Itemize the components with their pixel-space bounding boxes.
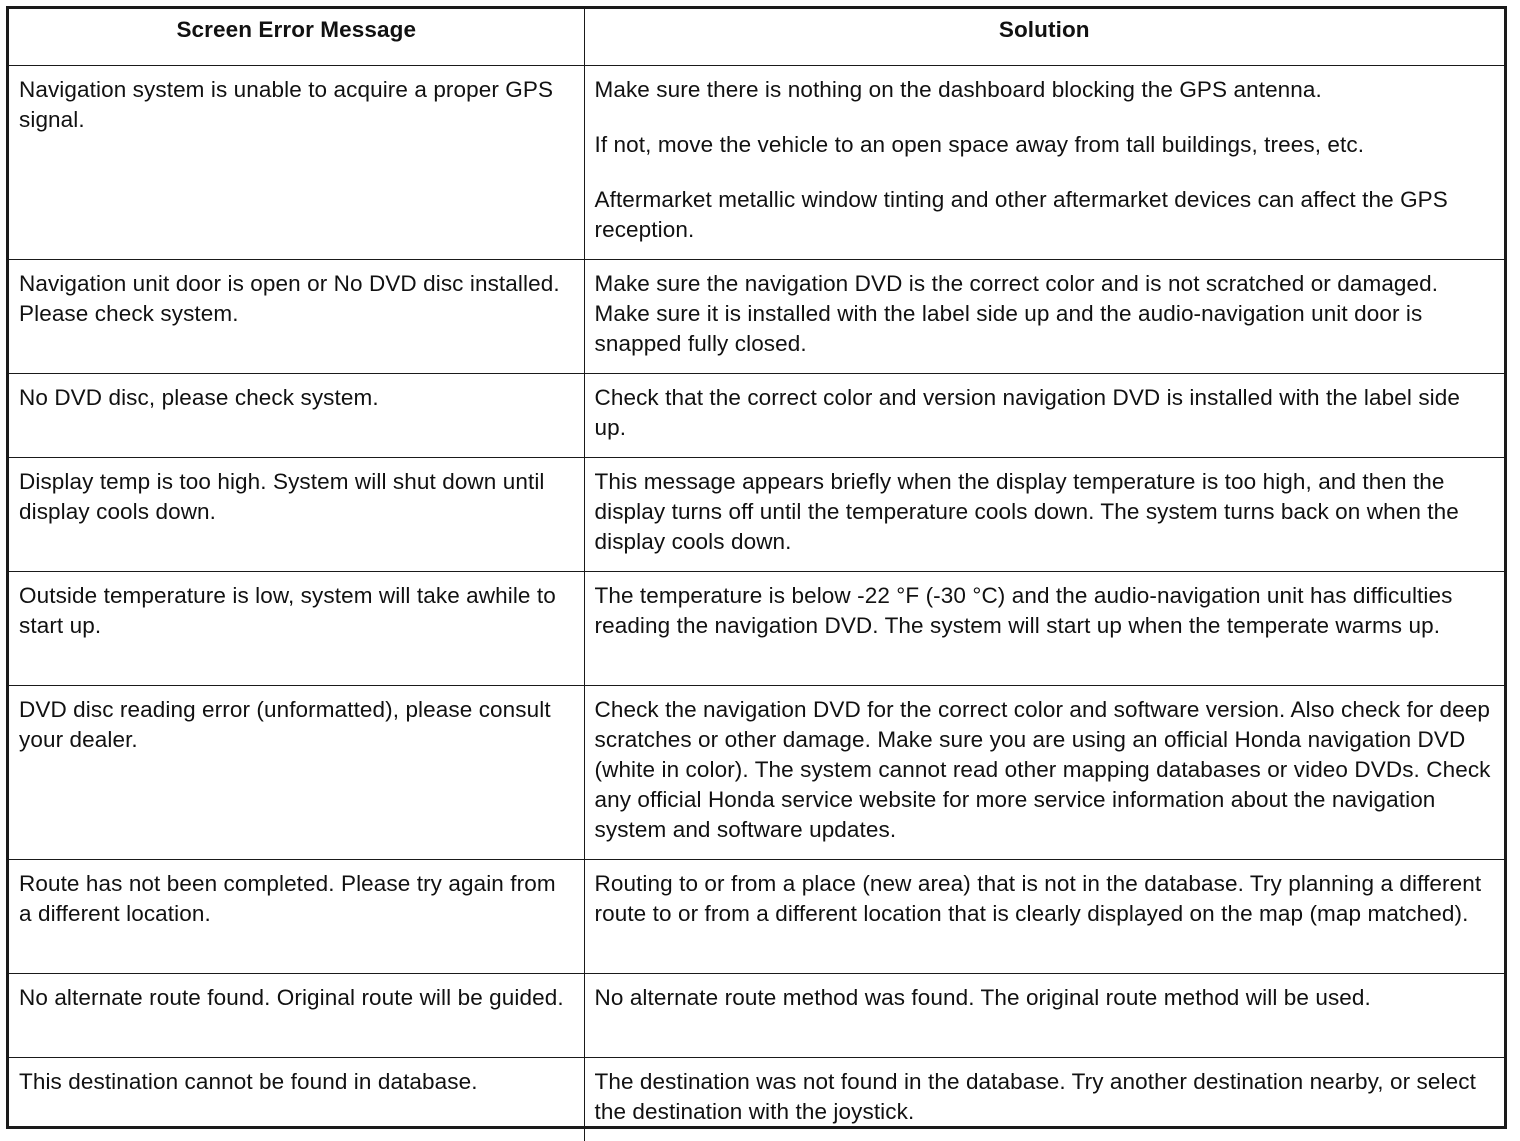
solution-paragraph: Make sure there is nothing on the dashboard blocking the GPS antenna. — [595, 75, 1497, 105]
error-message-table — [9, 9, 1504, 1141]
header-screen-error-message: Screen Error Message — [9, 9, 584, 66]
solution-cell — [584, 686, 1504, 860]
solution-cell — [584, 572, 1504, 686]
error-message-cell: Navigation unit door is open or No DVD disc installed. Please check system. — [9, 260, 584, 374]
error-message-cell: DVD disc reading error (unformatted), please consult your dealer. — [9, 686, 584, 860]
error-message-cell: Outside temperature is low, system will take awhile to start up. — [9, 572, 584, 686]
error-message-cell: No alternate route found. Original route will be guided. — [9, 974, 584, 1058]
solution-cell — [584, 374, 1504, 458]
error-message-cell: Display temp is too high. System will shut down until display cools down. — [9, 458, 584, 572]
table-row — [9, 860, 1504, 974]
solution-paragraph: Check the navigation DVD for the correct color and software version. Also check for deep scratches or other damage. Make sure you are using an official Honda navigation DVD (white in color). The system cannot read other mapping databases or video DVDs. Check any official Honda service website for more service information about the navigation system and software updates. — [595, 695, 1497, 845]
table-row — [9, 458, 1504, 572]
solution-paragraph: Routing to or from a place (new area) that is not in the database. Try planning a different route to or from a different location that is clearly displayed on the map (map matched). — [595, 869, 1497, 929]
table-row — [9, 572, 1504, 686]
table-row — [9, 974, 1504, 1058]
solution-paragraph: Aftermarket metallic window tinting and other aftermarket devices can affect the GPS reception. — [595, 185, 1497, 245]
table-row — [9, 260, 1504, 374]
solution-paragraph: This message appears briefly when the display temperature is too high, and then the display turns off until the temperature cools down. The system turns back on when the display cools down. — [595, 467, 1497, 557]
table-header-row — [9, 9, 1504, 66]
header-solution: Solution — [584, 9, 1504, 66]
solution-paragraph: Check that the correct color and version navigation DVD is installed with the label side up. — [595, 383, 1497, 443]
solution-cell — [584, 66, 1504, 260]
table-row — [9, 686, 1504, 860]
solution-paragraph: Make sure the navigation DVD is the correct color and is not scratched or damaged. Make sure it is installed with the label side up and the audio-navigation unit door is snapped fully closed. — [595, 269, 1497, 359]
error-message-cell: This destination cannot be found in database. — [9, 1058, 584, 1141]
solution-paragraph: No alternate route method was found. The original route method will be used. — [595, 983, 1497, 1013]
solution-paragraph: The destination was not found in the database. Try another destination nearby, or select the destination with the joystick. — [595, 1067, 1497, 1127]
error-message-cell: Route has not been completed. Please try again from a different location. — [9, 860, 584, 974]
error-message-cell: Navigation system is unable to acquire a proper GPS signal. — [9, 66, 584, 260]
table-row — [9, 374, 1504, 458]
table-row — [9, 66, 1504, 260]
solution-paragraph: The temperature is below -22 °F (-30 °C) and the audio-navigation unit has difficulties reading the navigation DVD. The system will start up when the temperate warms up. — [595, 581, 1497, 641]
solution-cell — [584, 260, 1504, 374]
solution-cell — [584, 1058, 1504, 1141]
solution-cell — [584, 860, 1504, 974]
error-message-table-frame — [6, 6, 1507, 1129]
error-message-cell: No DVD disc, please check system. — [9, 374, 584, 458]
solution-paragraph: If not, move the vehicle to an open space away from tall buildings, trees, etc. — [595, 130, 1497, 160]
solution-cell — [584, 974, 1504, 1058]
table-row — [9, 1058, 1504, 1141]
solution-cell — [584, 458, 1504, 572]
